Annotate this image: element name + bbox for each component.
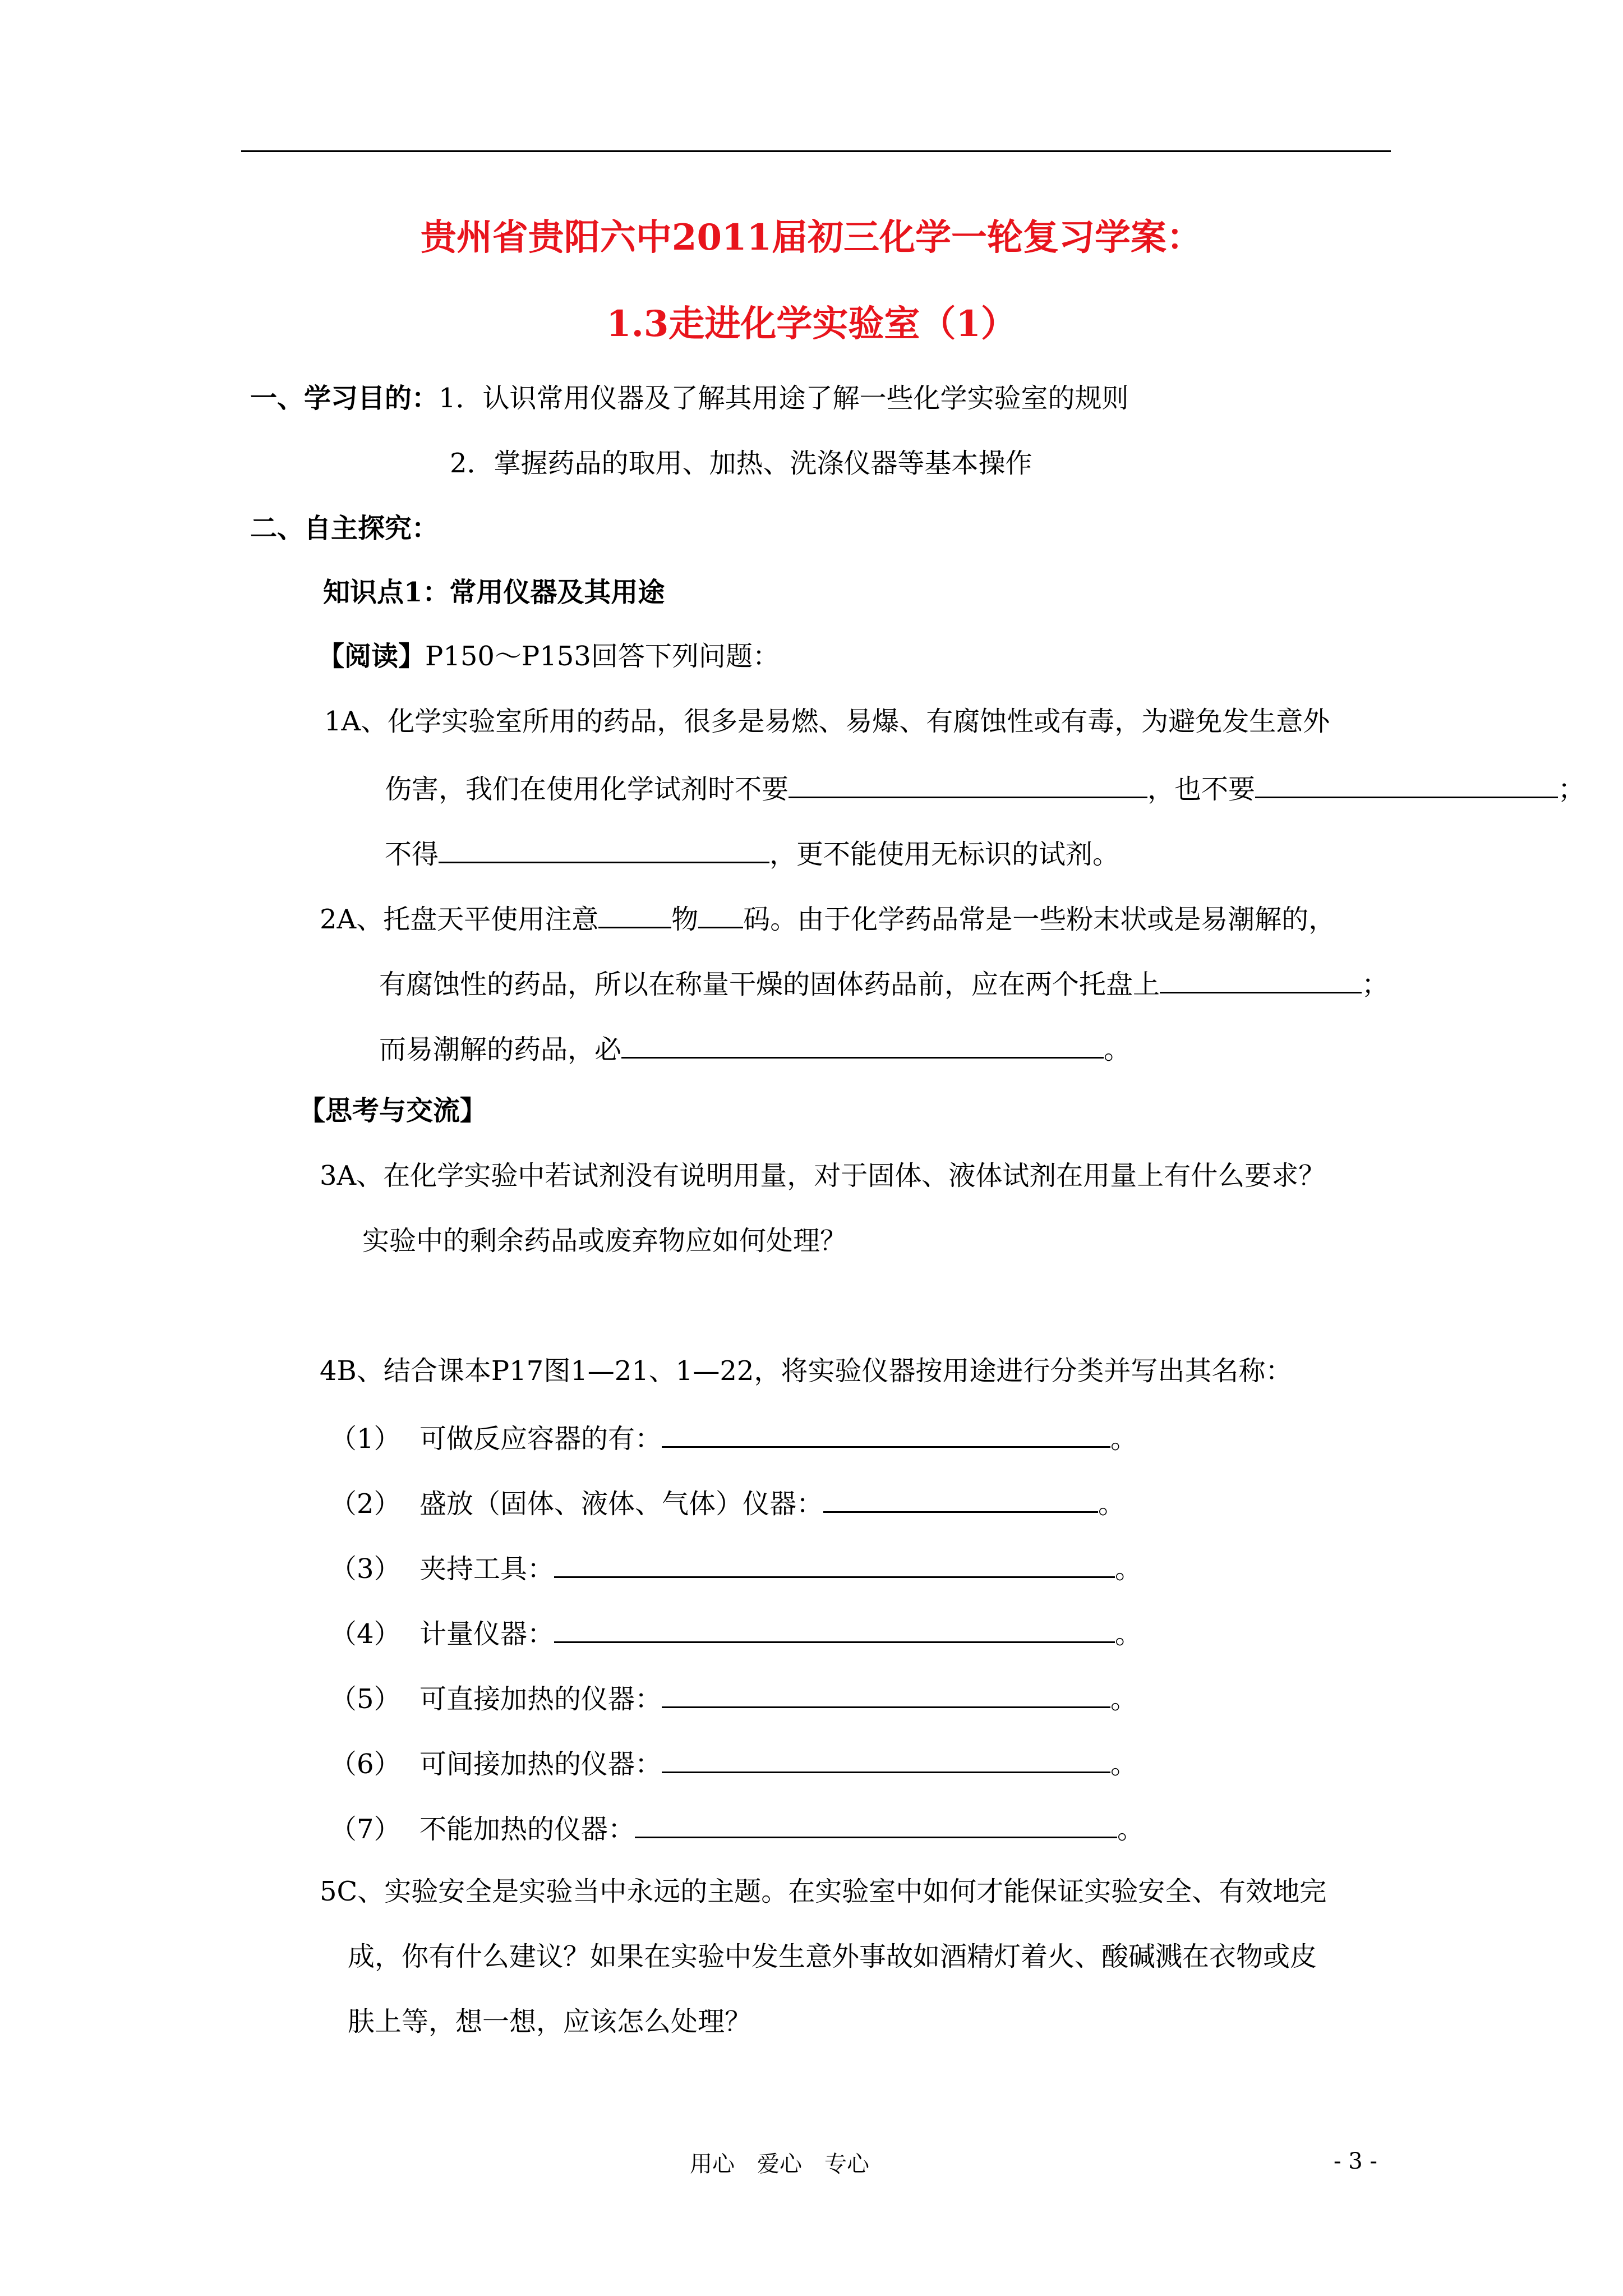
q2-text-f: 而易潮解的药品，必: [379, 1034, 622, 1065]
q4-blank[interactable]: [554, 1614, 1115, 1643]
q4-item-num: （7）: [330, 1814, 401, 1845]
q4-item-end: 。: [1115, 1618, 1142, 1650]
q4-item-end: 。: [1110, 1749, 1138, 1780]
q1-blank-1[interactable]: [789, 770, 1147, 798]
q4-item-end: 。: [1117, 1814, 1145, 1845]
knowledge-point-1: 知识点1：常用仪器及其用途: [323, 577, 665, 608]
q4-blank[interactable]: [823, 1484, 1098, 1513]
q1-text-e: ，更不能使用无标识的试剂。: [769, 839, 1120, 870]
q4-item-num: （2）: [330, 1488, 401, 1520]
q2-text-c: 码。由于化学药品常是一些粉末状或是易潮解的，: [743, 904, 1336, 935]
page-number: - 3 -: [1334, 2148, 1377, 2174]
q4-blank[interactable]: [635, 1810, 1117, 1838]
q4-item-label: 夹持工具：: [419, 1553, 555, 1585]
q2-line3: [379, 1030, 1131, 1066]
footer-motto: 用心 爱心 专心: [690, 2151, 869, 2177]
q2-blank-2[interactable]: [698, 900, 743, 928]
q2-line1: [320, 900, 1335, 936]
q4-blank[interactable]: [662, 1419, 1110, 1448]
q4-item-end: 。: [1115, 1553, 1142, 1585]
q1-line3: [385, 835, 1119, 871]
q3-line1: 3A、在化学实验中若试剂没有说明用量，对于固体、液体试剂在用量上有什么要求？: [320, 1160, 1326, 1191]
q5-line1: 5C、实验安全是实验当中永远的主题。在实验室中如何才能保证实验安全、有效地完: [320, 1876, 1327, 1907]
q2-text-b: 物: [671, 904, 699, 935]
think-label: 【思考与交流】: [298, 1095, 487, 1126]
q4-item: [330, 1810, 1144, 1846]
section1: [250, 381, 1129, 415]
q1-blank-2[interactable]: [1255, 770, 1558, 798]
q4-item: [330, 1680, 1137, 1716]
section1-label: 一、学习目的：: [250, 383, 439, 414]
q2-text-d: 有腐蚀性的药品，所以在称量干燥的固体药品前，应在两个托盘上: [379, 969, 1160, 1000]
read-text: P150～P153回答下列问题：: [425, 641, 780, 672]
q5-line2: 成，你有什么建议？如果在实验中发生意外事故如酒精灯着火、酸碱溅在衣物或皮: [348, 1941, 1317, 1972]
q4-item-num: （3）: [330, 1553, 401, 1585]
q2-text-e: ；: [1362, 969, 1389, 1000]
q1-blank-3[interactable]: [439, 835, 769, 863]
q4-item-end: 。: [1110, 1683, 1138, 1715]
q2-text-g: 。: [1104, 1034, 1131, 1065]
q1-text-c: ；: [1558, 774, 1585, 805]
q1-text-d: 不得: [385, 839, 439, 870]
q4-item-label: 可做反应容器的有：: [419, 1423, 662, 1455]
header-rule: [241, 150, 1391, 152]
q2-blank-3[interactable]: [1160, 965, 1362, 993]
q4-item-label: 计量仪器：: [419, 1618, 555, 1650]
q4-item: [330, 1549, 1142, 1586]
q1-text-b: ，也不要: [1147, 774, 1256, 805]
q4-item-label: 盛放（固体、液体、气体）仪器：: [419, 1488, 824, 1520]
q4-item-end: 。: [1110, 1423, 1138, 1455]
q5-line3: 肤上等，想一想，应该怎么处理？: [348, 2006, 752, 2037]
q2-blank-4[interactable]: [621, 1030, 1104, 1059]
q4-item-num: （1）: [330, 1423, 401, 1455]
q4-item: [330, 1419, 1137, 1456]
page-subtitle: 1.3走进化学实验室（1）: [606, 303, 1017, 345]
q4-item-label: 可直接加热的仪器：: [419, 1683, 662, 1715]
q4-item: [330, 1745, 1137, 1781]
q4-line1: 4B、结合课本P17图1—21、1—22，将实验仪器按用途进行分类并写出其名称：: [320, 1355, 1293, 1387]
q1-text-a: 伤害，我们在使用化学试剂时不要: [385, 774, 789, 805]
q4-item-num: （5）: [330, 1683, 401, 1715]
read-instruction: [317, 639, 780, 673]
q4-blank[interactable]: [662, 1745, 1110, 1773]
q2-text-a: 2A、托盘天平使用注意: [320, 904, 599, 935]
q2-line2: [379, 965, 1389, 1001]
q4-item: [330, 1614, 1142, 1651]
q3-line2: 实验中的剩余药品或废弃物应如何处理？: [362, 1225, 847, 1257]
goal-2: 2．掌握药品的取用、加热、洗涤仪器等基本操作: [450, 448, 1032, 479]
section2-label: 二、自主探究：: [250, 513, 439, 544]
q4-item: [330, 1484, 1125, 1521]
q4-blank[interactable]: [662, 1680, 1110, 1708]
q4-item-label: 可间接加热的仪器：: [419, 1749, 662, 1780]
q4-item-label: 不能加热的仪器：: [419, 1814, 635, 1845]
q4-blank[interactable]: [554, 1549, 1115, 1578]
q1-line1: 1A、化学实验室所用的药品，很多是易燃、易爆、有腐蚀性或有毒，为避免发生意外: [324, 706, 1330, 737]
page-title: 贵州省贵阳六中2011届初三化学一轮复习学案：: [420, 217, 1203, 259]
read-label: 【阅读】: [317, 641, 426, 672]
q2-blank-1[interactable]: [598, 900, 671, 928]
goal-1: 1．认识常用仪器及了解其用途了解一些化学实验室的规则: [439, 383, 1129, 414]
q1-line2: [385, 770, 1585, 806]
q4-item-end: 。: [1098, 1488, 1126, 1520]
q4-item-num: （4）: [330, 1618, 401, 1650]
q4-item-num: （6）: [330, 1749, 401, 1780]
